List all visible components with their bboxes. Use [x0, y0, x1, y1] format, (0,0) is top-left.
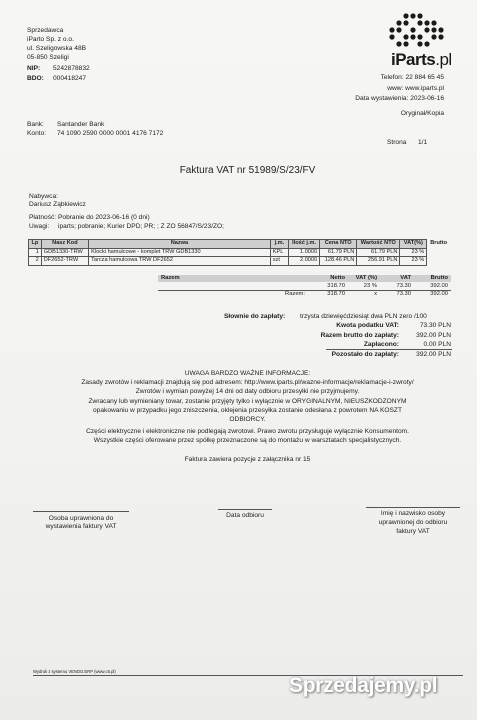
summary-header: Brutto [414, 275, 451, 282]
invoice-title: Faktura VAT nr 51989/S/23/FV [179, 165, 316, 176]
summary-cell: 23 % [363, 282, 377, 289]
table-cell: 61.79 PLN [357, 248, 400, 257]
summary-header: VAT (%) [348, 275, 380, 282]
attachment-note: Faktura zawiera pozycje z załącznika nr 15 [184, 456, 311, 463]
seller-nip-label: NIP: [27, 65, 41, 72]
notes-label: Uwagi: [29, 223, 50, 230]
notice-heading: UWAGA BARDZO WAŻNE INFORMACJE: [184, 370, 311, 377]
notice-line: Zwracany lub wymieniany towar, zostanie przyjęty tylko i wyłącznie w ORYGINALNYM, NIEUSZKODZONYM [88, 398, 407, 405]
col-header: Nasz Kod [41, 240, 88, 249]
paid-label: Zapłacono: [363, 341, 399, 348]
table-cell [427, 257, 451, 266]
table-header-row [29, 240, 451, 249]
col-header: j.m. [270, 240, 288, 249]
footer-generator: Wydruk z systemu VENDO.ERP (www.c6.pl) [33, 669, 116, 674]
gross-value: 392.00 PLN [416, 332, 451, 339]
pay-divider [326, 349, 452, 350]
gross-label: Razem brutto do zapłaty: [320, 332, 399, 339]
table-cell: 2 [29, 257, 42, 266]
summary-row [158, 282, 451, 290]
col-header: Ilość j.m. [289, 240, 320, 249]
notice-line: Zasady zwrotów i reklamacji znajdują się pod adresem: http://www.iparts.pl/wazne-informacje/reklamacje-i-zwroty/ [81, 379, 414, 386]
summary-header: Razem [158, 275, 308, 282]
words-label: Słownie do zapłaty: [224, 313, 286, 320]
summary-total-cell: x [374, 290, 377, 297]
signature-label-right: Imię i nazwisko osoby [380, 510, 446, 517]
notes-value: iparts; pobranie; Kurier DPD; PR; ; Z ZO 56847/S/23/ZO; [58, 223, 225, 230]
buyer-name: Dariusz Ząbkiewicz [29, 201, 86, 208]
remaining-value: 392.00 PLN [416, 351, 451, 358]
col-header: Nazwa [89, 240, 271, 249]
words-value: trzysta dziewięćdziesiąt dwa PLN zero /100 [300, 313, 427, 320]
remaining-label: Pozostało do zapłaty: [331, 351, 399, 358]
table-cell: Klocki hamulcowe - komplet TRW GDB1330 [89, 248, 271, 257]
summary-total-cell: 318.70 [327, 290, 345, 297]
seller-nip: 5242878832 [53, 65, 90, 72]
logo-brand: iParts [391, 50, 436, 69]
signature-label-middle: Data odbioru [226, 512, 264, 519]
summary-table [158, 275, 451, 298]
table-cell: Tarcza hamulcowa TRW DF2652 [89, 257, 271, 266]
notice-line: ODBIORCY. [229, 416, 266, 423]
contact-www: www: www.iparts.pl [387, 85, 444, 92]
col-header: Cena NTO [320, 240, 357, 249]
vat-value: 73.30 PLN [419, 322, 451, 329]
signature-line-middle [218, 509, 272, 510]
notice-line: Zwrotów i wymian powyżej 14 dni od daty odbioru przesyłki nie przyjmujemy. [135, 388, 360, 395]
table-row [29, 248, 451, 257]
summary-cell: 318.70 [327, 282, 345, 289]
table-cell: 1.0000 [289, 248, 320, 257]
watermark-text: Sprzedajemy.pl [289, 674, 438, 697]
bank-label: Bank: [27, 121, 44, 128]
page-number: 1/1 [418, 139, 428, 146]
signature-line-left [33, 511, 129, 512]
iparts-logo-icon [388, 12, 448, 52]
signature-line-right [366, 507, 460, 508]
notice-line: Wszystkie części oferowane przez spółkę przeznaczone są do montażu w warsztatach specjalistycznych. [93, 437, 402, 444]
contact-phone: Telefon: 22 884 65 45 [380, 74, 444, 81]
summary-total-cell: 392.00 [430, 290, 448, 297]
table-cell: 256.91 PLN [357, 257, 400, 266]
summary-total-label: Razem: [285, 290, 305, 297]
vat-label: Kwota podatku VAT: [336, 322, 399, 329]
signature-label-right: faktury VAT [396, 528, 430, 535]
summary-header-row [158, 275, 451, 282]
account-number: 74 1090 2590 0000 0001 4176 7172 [57, 130, 164, 137]
seller-bdo-label: BDO: [27, 75, 44, 82]
copy-label: Oryginał/Kopia [400, 110, 444, 117]
issue-date: Data wystawienia: 2023-06-16 [355, 95, 444, 102]
table-cell: 23 % [400, 257, 427, 266]
payment-label: Płatność: [29, 214, 57, 221]
col-header: VAT(%) [400, 240, 427, 249]
table-cell: szt [270, 257, 288, 266]
col-header: Lp [29, 240, 42, 249]
summary-total-cell: 73.30 [396, 290, 411, 297]
items-table [28, 239, 451, 266]
seller-street: ul. Szeligowska 48B [27, 45, 87, 52]
table-cell: 128.46 PLN [320, 257, 357, 266]
logo-suffix: .pl [435, 50, 452, 69]
table-cell: 2.0000 [289, 257, 320, 266]
page-label: Strona [387, 139, 407, 146]
iparts-logo-text [391, 50, 452, 70]
summary-cell: 73.30 [396, 282, 411, 289]
watermark-logo [289, 674, 437, 698]
col-header: Wartość NTO [357, 240, 400, 249]
table-cell: DF2652-TRW [41, 257, 88, 266]
table-cell: 61.79 PLN [320, 248, 357, 257]
seller-city: 05-850 Szeligi [27, 54, 69, 61]
table-cell: 1 [29, 248, 42, 257]
signature-label-left: Osoba uprawniona do [48, 515, 114, 522]
paid-value: 0.00 PLN [423, 341, 451, 348]
seller-bdo: 000418247 [53, 75, 87, 82]
summary-cell [158, 282, 308, 290]
account-label: Konto: [27, 130, 47, 137]
buyer-heading: Nabywca: [29, 193, 58, 200]
seller-heading: Sprzedawca [27, 27, 64, 34]
summary-header: VAT [380, 275, 414, 282]
table-cell: 23 % [400, 248, 427, 257]
summary-total-row [158, 290, 451, 298]
seller-name: iParto Sp. z o.o. [27, 36, 74, 43]
col-header: Brutto [430, 240, 448, 247]
payment-value: Pobranie do 2023-06-16 (0 dni) [58, 214, 150, 221]
table-cell: GDB1330-TRW [41, 248, 88, 257]
table-cell: KPL [270, 248, 288, 257]
bank-name: Santander Bank [57, 121, 105, 128]
table-cell [427, 248, 451, 257]
signature-label-right: uprawnionej do odbioru [378, 519, 448, 526]
summary-cell: 392.00 [430, 282, 448, 289]
summary-header: Netto [308, 275, 348, 282]
notice-line: opakowaniu w przypadku jego zniszczenia, oklejenia przesyłka zostanie odesłana z powrotem NA KOSZT [93, 407, 402, 414]
signature-label-left: wystawienia faktury VAT [45, 523, 117, 530]
table-row [29, 257, 451, 266]
notice-line: Części elektryczne i elektroniczne nie podlegają zwrotowi. Prawo zwrotu przysługuje wyłącznie Konsumentom. [86, 428, 409, 435]
